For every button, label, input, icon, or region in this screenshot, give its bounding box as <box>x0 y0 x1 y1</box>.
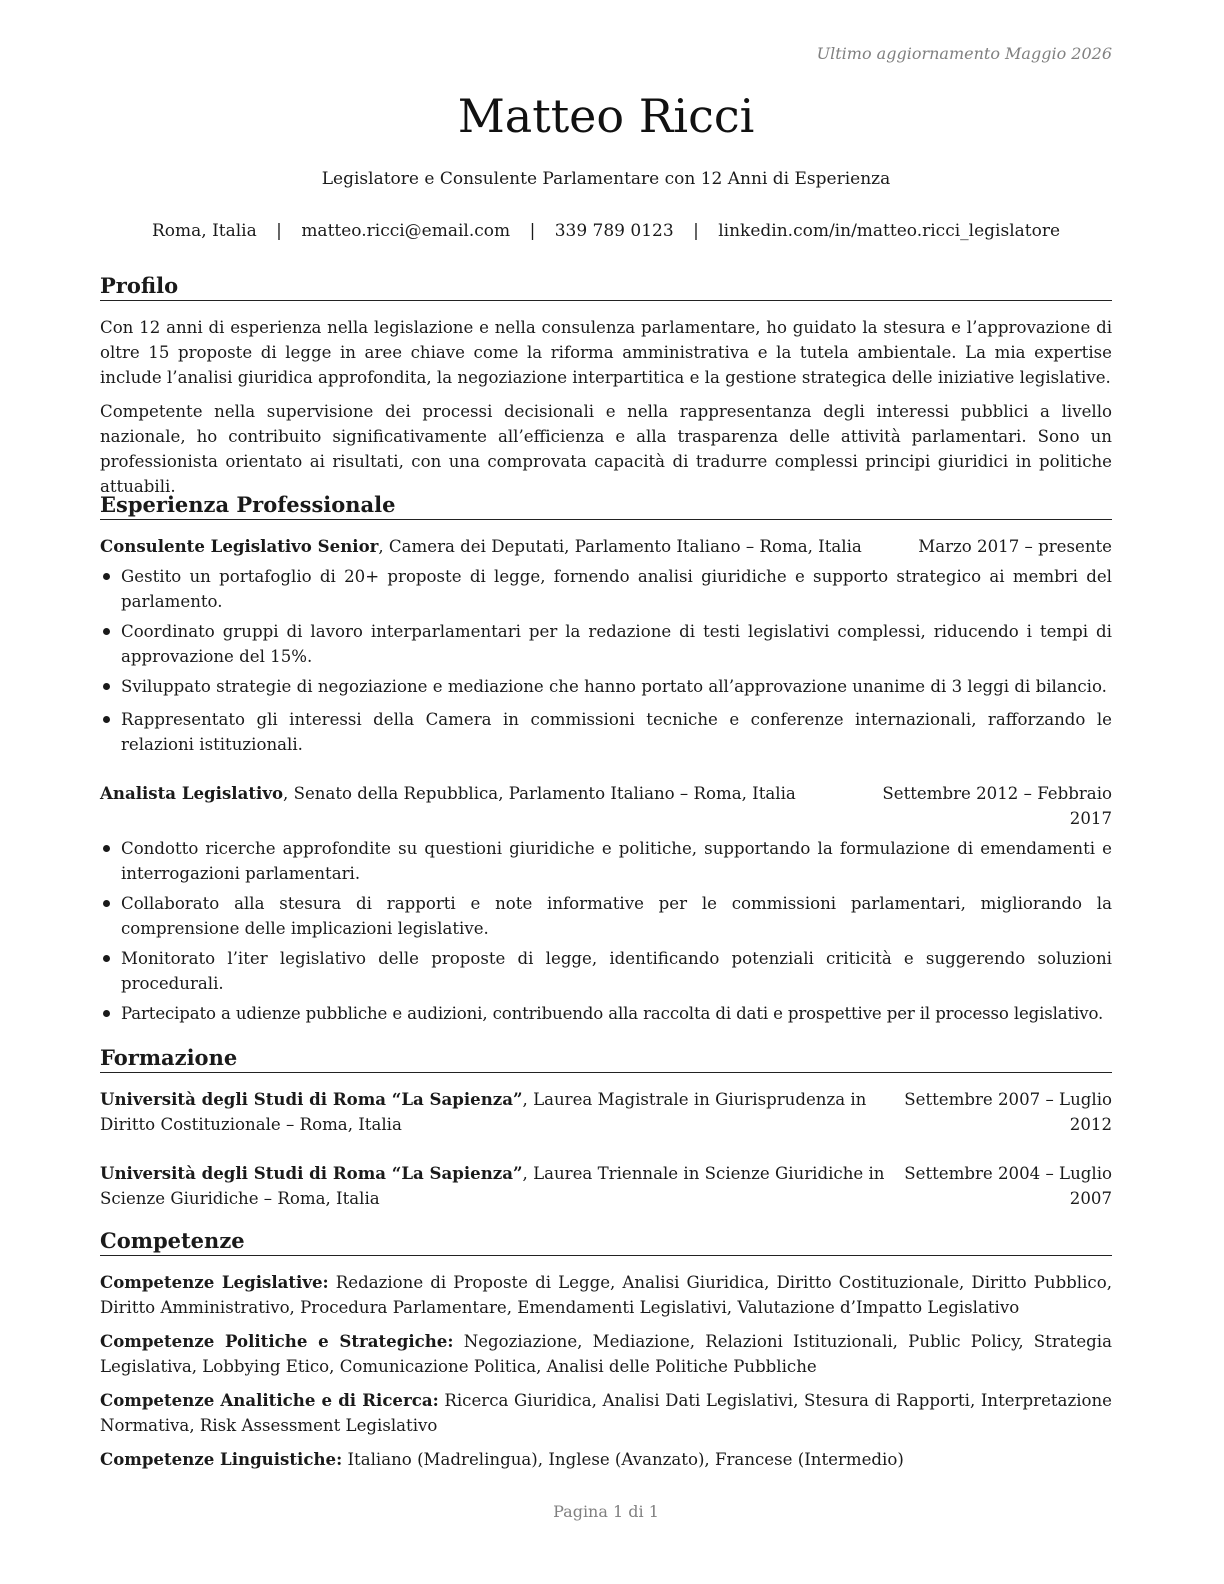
degree: , Laurea Magistrale in Giurisprudenza in <box>522 1090 867 1109</box>
bullet-icon <box>103 628 110 635</box>
job-dates: Settembre 2012 – Febbraio 2017 <box>882 784 1112 828</box>
job-org: , Camera dei Deputati, Parlamento Italiano – Roma, Italia <box>378 537 862 556</box>
contact-email[interactable]: matteo.ricci@email.com <box>301 221 511 241</box>
list-item: Coordinato gruppi di lavoro interparlamentari per la redazione di testi legislativi complessi, riducendo i tempi di approvazione del 15%. <box>100 619 1112 669</box>
list-item: Sviluppato strategie di negoziazione e mediazione che hanno portato all’approvazione unanime di 3 leggi di bilancio. <box>100 674 1112 699</box>
bullet-icon <box>103 1010 110 1017</box>
bullet-icon <box>103 573 110 580</box>
skill-group <box>100 1447 1112 1472</box>
contact-phone[interactable]: 339 789 0123 <box>554 221 674 241</box>
list-item: Condotto ricerche approfondite su questioni giuridiche e politiche, supportando la formulazione di emendamenti e interrogazioni parlamentari. <box>100 836 1112 886</box>
page-number: Pagina 1 di 1 <box>553 1502 659 1521</box>
skill-list: Italiano (Madrelingua), Inglese (Avanzato), Francese (Intermedio) <box>342 1450 904 1469</box>
skills-section <box>100 1227 1112 1472</box>
education-section <box>100 1044 1112 1211</box>
section-title-skills: Competenze <box>100 1227 1112 1256</box>
candidate-subtitle: Legislatore e Consulente Parlamentare con 12 Anni di Esperienza <box>321 169 891 189</box>
bullet-icon <box>103 900 110 907</box>
list-item: Partecipato a udienze pubbliche e audizioni, contribuendo alla raccolta di dati e prospettive per il processo legislativo. <box>100 1001 1112 1026</box>
skill-list: Redazione di Proposte di Legge, Analisi Giuridica, Diritto Costituzionale, Diritto Pubblico, Diritto Amministrativo, Procedura Parlamentare, Emendamenti Legislativi, Valutazione d’Impatto Legislativo <box>100 1273 1112 1317</box>
skill-label: Competenze Linguistiche: <box>100 1449 343 1469</box>
degree: , Laurea Triennale in Scienze Giuridiche in <box>522 1164 885 1183</box>
skill-group <box>100 1388 1112 1438</box>
skill-group <box>100 1329 1112 1379</box>
bullet-icon <box>103 845 110 852</box>
education-item <box>100 1161 1112 1211</box>
degree-detail: Scienze Giuridiche – Roma, Italia <box>100 1189 380 1208</box>
contact-line <box>100 219 1112 243</box>
skill-list: Negoziazione, Mediazione, Relazioni Istituzionali, Public Policy, Strategia Legislativa, Lobbying Etico, Comunicazione Politica, Analisi delle Politiche Pubbliche <box>100 1332 1112 1376</box>
profile-paragraph: Competente nella supervisione dei processi decisionali e nella rappresentanza degli interessi pubblici a livello nazionale, ho contribuito significativamente all’efficienza e alla trasparenza delle attività parlamentari. Sono un professionista orientato ai risultati, con una comprovata capacità di tradurre complessi principi giuridici in politiche attuabili. <box>100 402 1112 496</box>
contact-separator: | <box>693 221 699 241</box>
skill-list: Ricerca Giuridica, Analisi Dati Legislativi, Stesura di Rapporti, Interpretazione Normativa, Risk Assessment Legislativo <box>100 1391 1112 1435</box>
education-dates: Settembre 2007 – Luglio 2012 <box>904 1090 1112 1134</box>
list-item: Gestito un portafoglio di 20+ proposte di legge, fornendo analisi giuridiche e supporto strategico ai membri del parlamento. <box>100 564 1112 614</box>
job-role: Consulente Legislativo Senior <box>100 536 379 556</box>
education-dates: Settembre 2004 – Luglio 2007 <box>904 1164 1112 1208</box>
job-role: Analista Legislativo <box>100 783 284 803</box>
experience-section <box>100 491 1112 1026</box>
job-bullets <box>100 836 1112 1026</box>
degree-detail: Diritto Costituzionale – Roma, Italia <box>100 1115 402 1134</box>
skill-label: Competenze Politiche e Strategiche: <box>100 1331 454 1351</box>
resume-page <box>100 0 1112 1584</box>
contact-separator: | <box>529 221 536 241</box>
section-title-education: Formazione <box>100 1044 1112 1073</box>
job-header <box>100 781 1112 831</box>
school-name: Università degli Studi di Roma “La Sapienza” <box>100 1163 523 1183</box>
list-item: Rappresentato gli interessi della Camera in commissioni tecniche e conferenze internazionali, rafforzando le relazioni istituzionali. <box>100 707 1112 757</box>
education-item <box>100 1087 1112 1137</box>
bullet-icon <box>103 955 110 962</box>
school-name: Università degli Studi di Roma “La Sapienza” <box>100 1089 523 1109</box>
job-dates: Marzo 2017 – presente <box>918 537 1112 556</box>
list-item: Collaborato alla stesura di rapporti e note informative per le commissioni parlamentari, migliorando la comprensione delle implicazioni legislative. <box>100 891 1112 941</box>
job-org: , Senato della Repubblica, Parlamento Italiano – Roma, Italia <box>283 784 796 803</box>
contact-linkedin[interactable]: linkedin.com/in/matteo.ricci_legislatore <box>718 221 1061 241</box>
bullet-icon <box>103 683 110 690</box>
section-title-experience: Esperienza Professionale <box>100 491 1112 520</box>
job-header <box>100 534 1112 559</box>
section-title-profile: Profilo <box>100 272 1112 301</box>
skill-group <box>100 1270 1112 1320</box>
profile-section <box>100 272 1112 499</box>
bullet-icon <box>103 716 110 723</box>
list-item: Monitorato l’iter legislativo delle proposte di legge, identificando potenziali criticità e suggerendo soluzioni procedurali. <box>100 946 1112 996</box>
contact-separator: | <box>276 221 282 241</box>
contact-location: Roma, Italia <box>151 221 257 241</box>
candidate-name: Matteo Ricci <box>457 89 755 143</box>
skill-label: Competenze Analitiche e di Ricerca: <box>100 1390 439 1410</box>
last-updated: Ultimo aggiornamento Maggio 2026 <box>816 44 1112 63</box>
skill-label: Competenze Legislative: <box>100 1272 329 1292</box>
profile-paragraph: Con 12 anni di esperienza nella legislazione e nella consulenza parlamentare, ho guidato la stesura e l’approvazione di oltre 15 proposte di legge in aree chiave come la riforma amministrativa e la tutela ambientale. La mia expertise include l’analisi giuridica approfondita, la negoziazione interpartitica e la gestione strategica delle iniziative legislative. <box>100 318 1112 387</box>
job-bullets <box>100 564 1112 757</box>
